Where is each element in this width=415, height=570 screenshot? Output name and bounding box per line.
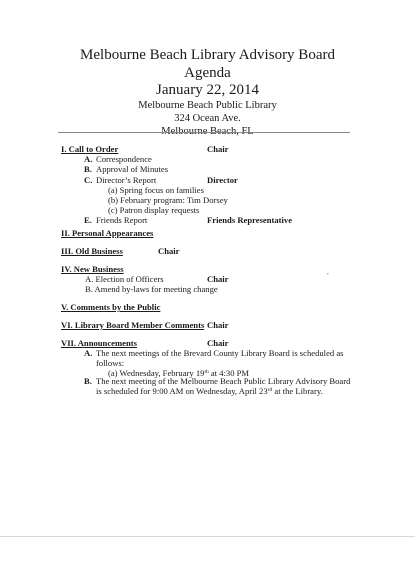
agenda-item: A. Election of Officers (85, 274, 164, 285)
announcement-a (84, 348, 356, 379)
section-personal-appearances (0, 228, 415, 238)
section-call-to-order (0, 144, 415, 226)
venue-city: Melbourne Beach, FL (161, 126, 254, 137)
section-old-business (0, 246, 415, 256)
agenda-item: Correspondence (96, 154, 152, 165)
section-heading: II. Personal Appearances (61, 228, 154, 238)
section-announcements (0, 338, 415, 348)
announcement-sub-item: (a) Wednesday, February 19th at 4:30 PM (108, 368, 250, 379)
role-label: Director (207, 174, 238, 185)
section-heading: VII. Announcements (61, 338, 137, 348)
venue-name: Melbourne Beach Public Library (138, 100, 277, 111)
agenda-title: Agenda (184, 65, 231, 81)
item-letter: B. (84, 164, 92, 175)
section-heading: VI. Library Board Member Comments (61, 320, 205, 330)
role-label: Chair (207, 144, 229, 154)
section-heading: V. Comments by the Public (61, 302, 161, 312)
agenda-item: B. Amend by-laws for meeting change (85, 284, 218, 295)
sub-item: (a) Spring focus on families (108, 184, 204, 195)
section-heading: I. Call to Order (61, 144, 119, 154)
scan-edge-line (0, 536, 415, 537)
role-label: Chair (207, 338, 229, 348)
venue-address: 324 Ocean Ave. (174, 113, 241, 124)
role-label: Chair (207, 274, 229, 285)
sub-item: (b) February program: Tim Dorsey (108, 194, 228, 205)
section-public-comments (0, 302, 415, 312)
announcement-text: The next meeting of the Melbourne Beach Public Library Advisory Board is scheduled for 9:00 AM on Wednesday, April 23rd at the Library. (96, 376, 351, 397)
role-label: Chair (207, 320, 229, 330)
item-letter: B. (84, 376, 92, 386)
section-heading: III. Old Business (61, 246, 123, 256)
agenda-item: Director’s Report (96, 174, 157, 185)
role-label: Chair (158, 246, 180, 256)
item-letter: E. (84, 215, 92, 226)
header-divider (58, 132, 350, 133)
section-board-comments (0, 320, 415, 330)
role-label: Friends Representative (207, 215, 293, 226)
item-letter: A. (84, 348, 93, 358)
announcement-b (84, 376, 356, 397)
meeting-date: January 22, 2014 (156, 82, 259, 98)
board-title: Melbourne Beach Library Advisory Board (80, 47, 335, 63)
item-letter: C. (84, 174, 93, 185)
sub-item: (c) Patron display requests (108, 205, 200, 216)
scan-mark: , (327, 268, 329, 276)
agenda-item: Approval of Minutes (96, 164, 169, 175)
section-new-business (0, 264, 415, 295)
document-header (0, 46, 415, 138)
section-heading: IV. New Business (61, 264, 124, 274)
item-letter: A. (84, 154, 93, 165)
agenda-item: Friends Report (96, 215, 148, 226)
announcement-text: The next meetings of the Brevard County Library Board is scheduled as follows: (96, 348, 344, 369)
